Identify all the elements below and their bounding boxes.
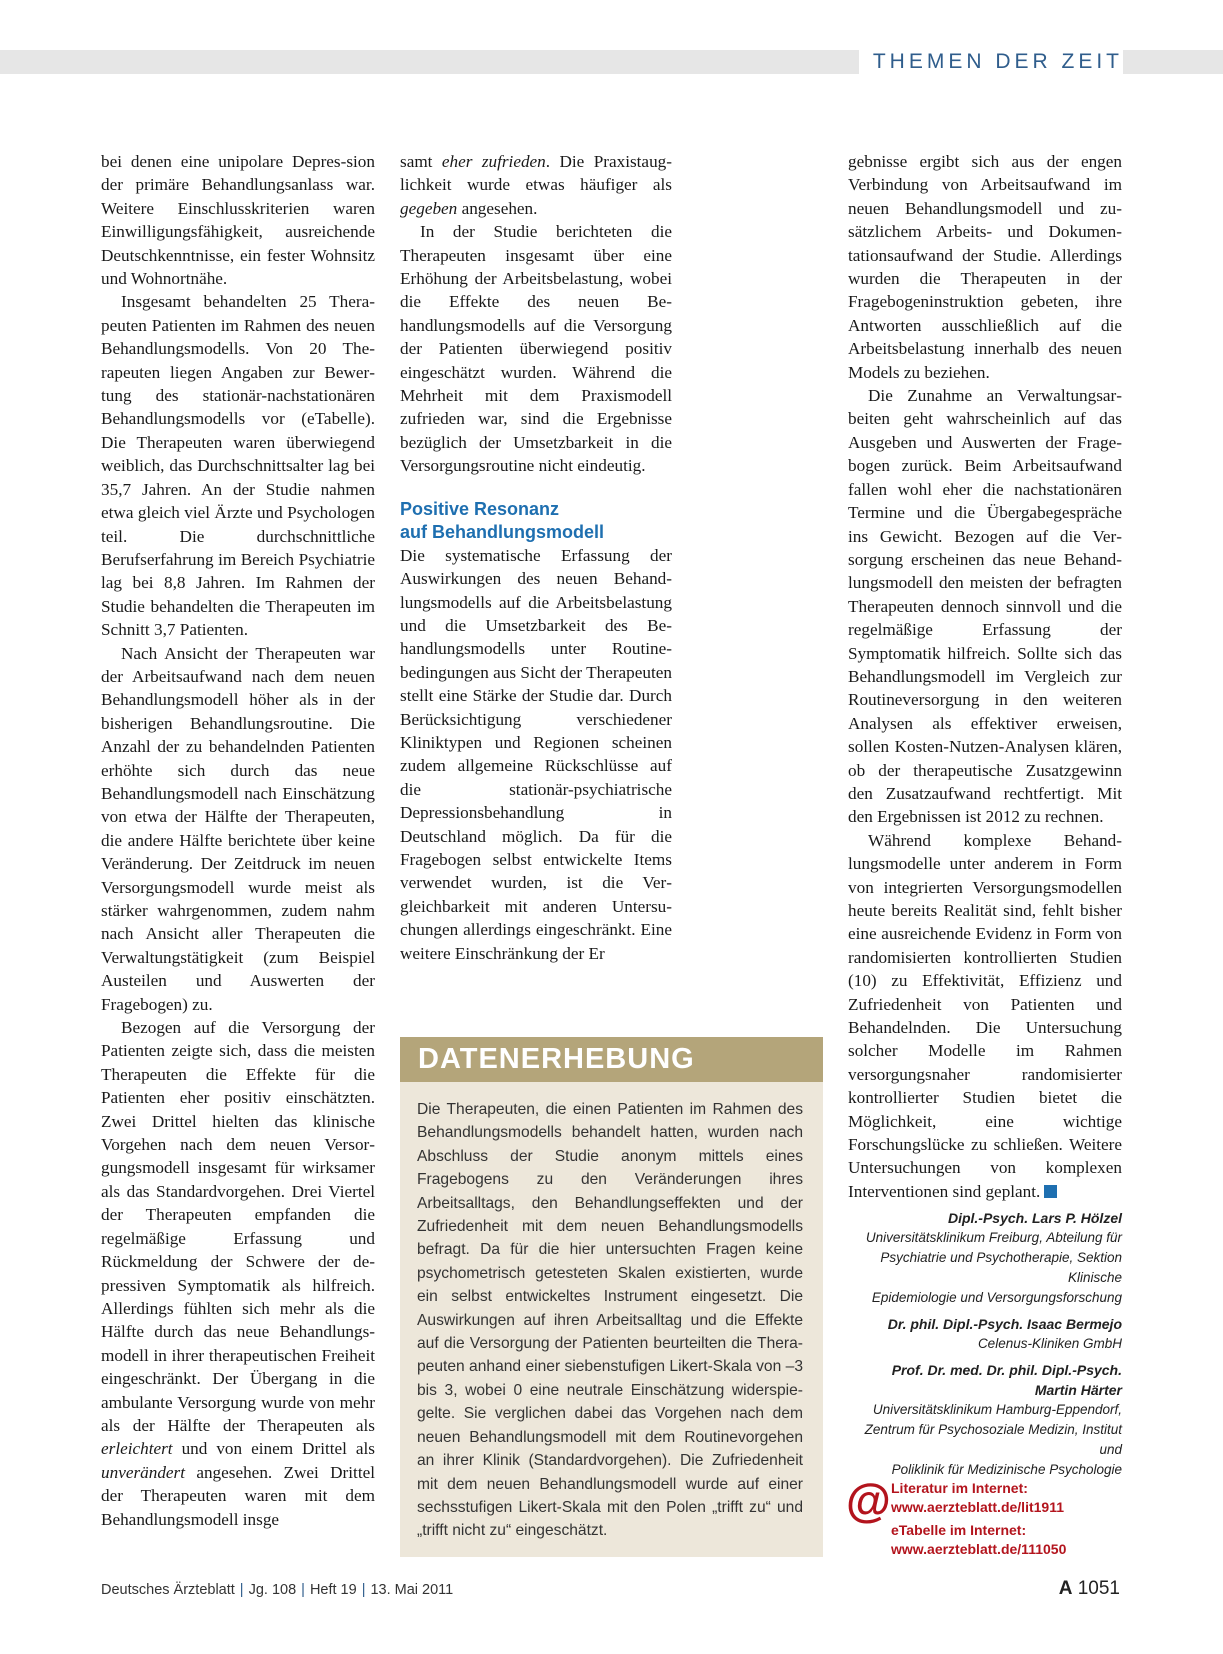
- paragraph: [101, 1016, 375, 1531]
- journal-name: Deutsches Ärzteblatt: [101, 1582, 235, 1598]
- info-box-title: DATENERHEBUNG: [400, 1037, 823, 1082]
- literature-lines: [891, 1479, 1066, 1559]
- text-run: angesehen. Zwei Drittel der Therapeuten waren mit dem Behandlungsmodell insge: [101, 1462, 375, 1529]
- end-mark-icon: [1044, 1185, 1057, 1198]
- text-run: angesehen.: [461, 198, 538, 218]
- subheading-line-1: Positive Resonanz: [400, 498, 560, 519]
- literature-label: Literatur im Internet:: [891, 1480, 1028, 1496]
- text-run-italic: gegeben: [400, 198, 458, 218]
- separator: |: [301, 1582, 305, 1598]
- at-icon: @: [846, 1474, 891, 1526]
- text-run-italic: eher zufrieden: [441, 152, 546, 171]
- text-run: und von einem Drittel als: [181, 1439, 375, 1459]
- text-run: Bezogen auf die Versorgung der Patienten zeigte sich, dass die meisten Therapeuten die Effekte für die Patienten eher positiv einschätzten. Zwei Drittel hielten das klinische Vorgehen nach dem neuen Versorgungsmodell insgesamt für wirksamer als das Standardvorgehen. Drei Viertel der Therapeuten empfanden die regelmäßige Erfassung und Rückmeldung der Schwere der depressiven Symptomatik als hilfreich. Allerdings fühlten sich mehr als die Hälfte durch das neue Behandlungsmodell in ihrer therapeutischen Freiheit eingeschränkt. Der Übergang in die ambulante Versorgung wurde von mehr als der Hälfte der Therapeuten als: [101, 1018, 375, 1435]
- footer-citation: [101, 1582, 453, 1598]
- text-run: samt: [400, 152, 433, 171]
- etable-label: eTabelle im Internet:: [891, 1522, 1027, 1538]
- author-name: Dr. phil. Dipl.-Psych. Isaac Bermejo: [887, 1316, 1122, 1333]
- author-affiliation: Psychiatrie und Psychotherapie, Sektion Klinische: [880, 1250, 1122, 1286]
- author-affiliation: Universitätsklinikum Hamburg-Eppendorf,: [872, 1402, 1122, 1418]
- author-name: Dipl.-Psych. Lars P. Hölzel: [947, 1210, 1122, 1227]
- paragraph: In der Studie berichteten die Therapeuten insgesamt über eine Erhöhung der Arbeitsbelastung, wobei die Effekte des neuen Behandlungsmodells auf die Versorgung der Patienten überwiegend positiv eingeschätzt wurden. Während die Mehrheit mit dem Praxismodell zufrieden war, sind die Ergebnisse bezüglich der Umsetzbarkeit in die Versorgungsroutine nicht eindeutig.: [400, 222, 672, 476]
- text-run: Während komplexe Behandlungsmodelle unter anderem in Form von integrierten Versorgungsmodellen heute bereits Realität sind, fehlt bisher eine ausreichende Evidenz in Form von randomisierten kontrollierten Studien (10) zu Effektivität, Effizienz und Zufriedenheit von Patienten und Behandelnden. Die Untersuchung solcher Modelle im Rahmen versorgungsnaher randomisierter kontrollierter Studien bietet die Möglichkeit, eine wichtige Forschungslücke zu schließen. Weitere Untersuchungen von komplexen Interventionen sind geplant.: [848, 830, 1122, 1201]
- paragraph: [848, 829, 1122, 1204]
- separator: |: [361, 1582, 366, 1598]
- text-run: . Die Praxistauglichkeit wurde etwas häufiger als: [400, 152, 672, 195]
- date: 13. Mai 2011: [370, 1582, 454, 1598]
- author-name: Prof. Dr. med. Dr. phil. Dipl.-Psych.: [891, 1362, 1122, 1379]
- author-affiliation: Universitätsklinikum Freiburg, Abteilung für: [865, 1230, 1122, 1246]
- issue: Heft 19: [309, 1582, 357, 1598]
- paragraph: gebnisse ergibt sich aus der engen Verbindung von Arbeitsaufwand im neuen Behandlungsmodell und zusätzlichem Arbeits- und Dokumentationsaufwand der Studie. Allerdings wurden die Therapeuten in der Fragebogeninstruktion gebeten, ihre Antworten ausschließlich auf die Arbeitsbelastung innerhalb des neuen Models zu beziehen.: [848, 152, 1122, 382]
- column-2: [400, 150, 672, 965]
- paragraph: bei denen eine unipolare Depres-sion der primäre Behandlungsanlass war. Weitere Einschlusskriterien waren Einwilligungsfähigkeit, ausreichende Deutschkenntnisse, ein fester Wohnsitz und Wohnortnähe.: [101, 152, 375, 289]
- author-block: [848, 1208, 1122, 1480]
- column-3: [848, 150, 1122, 1480]
- author-affiliation: Poliklinik für Medizinische Psychologie: [891, 1462, 1122, 1478]
- paragraph: Nach Ansicht der Therapeuten war der Arbeitsaufwand nach dem neuen Behandlungsmodell höher als in der bisherigen Behandlungsroutine. Die Anzahl der zu behandelnden Patienten erhöhte sich durch das neue Behandlungsmodell nach Einschätzung von etwa der Hälfte der Therapeuten, die andere Hälfte berichtete über keine Veränderung. Der Zeitdruck im neuen Versorgungsmodell wurde meist als stärker wahrgenommen, zudem nahm nach Ansicht aller Therapeuten die Verwaltungstätigkeit (zum Beispiel Austeilen und Auswerten der Fragebogen) zu.: [101, 643, 375, 1014]
- text-run-italic: erleichtert: [101, 1439, 173, 1459]
- page-prefix: A: [1058, 1578, 1073, 1599]
- subheading: [400, 498, 672, 544]
- author-name: Martin Härter: [1034, 1382, 1122, 1399]
- info-box: [400, 1037, 823, 1557]
- author-affiliation: Epidemiologie und Versorgungsforschung: [871, 1290, 1122, 1306]
- info-box-text: Die Therapeuten, die einen Patienten im Rahmen des Behandlungsmodells behandelt hatten, wurden nach Abschluss der Studie anonym mittels eines Fragebogens zu den Veränderungen ihres Arbeitsalltags, den Behandlungseffekten und der Zufriedenheit mit dem neuen Behandlungsmodells befragt. Da für die hier untersuchten Fragen keine psychometrisch getesteten Skalen existierten, wurde ein selbst entwickeltes Instrument eingesetzt. Die Auswirkungen auf ihren Arbeitsalltag und die Effekte auf die Versorgung der Patienten beurteilten die Therapeuten anhand einer siebenstufigen Likert-Skala von –3 bis 3, wobei 0 eine neutrale Einschätzung widerspiegelte. Sie verglichen dabei das Vorgehen nach dem neuen Behandlungsmodell mit dem Routinevorgehen an ihrer Klinik (Standardvorgehen). Die Zufriedenheit mit dem neuen Behandlungsmodell wurde auf einer sechsstufigen Likert-Skala mit den Polen „trifft zu“ und „trifft nicht zu“ eingeschätzt.: [417, 1101, 803, 1540]
- author-affiliation: Zentrum für Psychosoziale Medizin, Institut und: [864, 1422, 1122, 1458]
- volume: Jg. 108: [248, 1582, 297, 1598]
- paragraph: Die Zunahme an Verwaltungsarbeiten geht wahrscheinlich auf das Ausgeben und Auswerten der Fragebogen zurück. Beim Arbeitsaufwand fallen wohl eher die nachstationären Termine und die Übergabegespräche ins Gewicht. Bezogen auf die Versorgung erscheinen das neue Behandlungsmodell den meisten der befragten Therapeuten dennoch sinnvoll und die regelmäßige Erfassung der Symptomatik hilfreich. Sollte sich das Behandlungsmodell im Vergleich zur Routineversorgung in den weiteren Analysen als effektiver erweisen, sollen Kosten-Nutzen-Analysen klären, ob der therapeutische Zusatzgewinn den Zusatzaufwand rechtfertigt. Mit den Ergebnissen ist 2012 zu rechnen.: [848, 386, 1122, 827]
- paragraph: [400, 150, 672, 220]
- paragraph: Die systematische Erfassung der Auswirkungen des neuen Behandlungsmodells auf die Arbeitsbelastung und die Umsetzbarkeit des Behandlungsmodells unter Routinebedingungen aus Sicht der Therapeuten stellt eine Stärke der Studie dar. Durch Berücksichtigung verschiedener Kliniktypen und Regionen scheinen zudem allgemeine Rückschlüsse auf die stationär-psychiatrische Depressionsbehandlung in Deutschland möglich. Da für die Fragebogen selbst entwickelte Items verwendet wurden, ist die Vergleichbarkeit mit anderen Untersuchungen allerdings eingeschränkt. Eine weitere Einschränkung der Er: [400, 545, 672, 963]
- author-affiliation: Celenus-Kliniken GmbH: [977, 1336, 1122, 1352]
- page-value: 1051: [1077, 1578, 1120, 1599]
- etable-link[interactable]: www.aerzteblatt.de/111050: [891, 1541, 1067, 1557]
- subheading-line-2: auf Behandlungsmodell: [400, 521, 605, 542]
- separator: |: [239, 1582, 244, 1598]
- page-number: [1059, 1578, 1120, 1600]
- text-run-italic: unverändert: [101, 1462, 186, 1482]
- literature-link[interactable]: www.aerzteblatt.de/lit1911: [891, 1499, 1064, 1515]
- column-1: [101, 150, 375, 1531]
- section-title: THEMEN DER ZEIT: [859, 49, 1123, 75]
- paragraph: Insgesamt behandelten 25 Therapeuten Patienten im Rahmen des neuen Behandlungsmodells. Von 20 Therapeuten liegen Angaben zur Bewertung des stationär-nachstationären Behandlungsmodells vor (eTabelle). Die Therapeuten waren überwiegend weiblich, das Durchschnittsalter lag bei 35,7 Jahren. An der Studie nahmen etwa gleich viel Ärzte und Psychologen teil. Die durchschnittliche Berufserfahrung im Bereich Psychiatrie lag bei 8,8 Jahren. Im Rahmen der Studie behandelten die Therapeuten im Schnitt 3,7 Patienten.: [101, 292, 375, 640]
